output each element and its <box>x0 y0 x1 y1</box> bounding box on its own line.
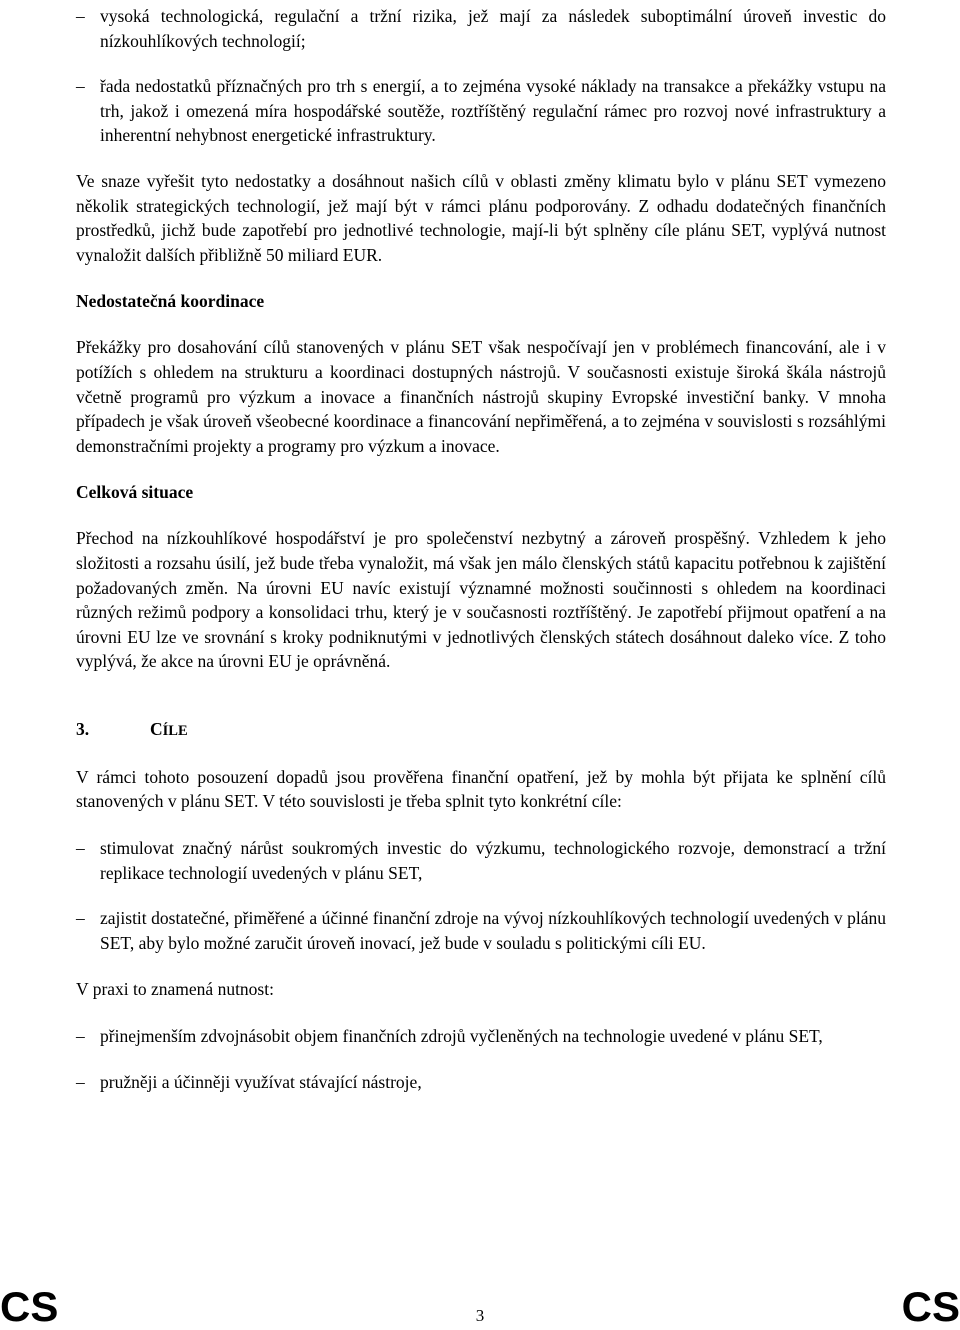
list-item-text: pružněji a účinněji využívat stávající nástroje, <box>100 1071 422 1092</box>
section-title-first: C <box>150 718 163 739</box>
paragraph-koordinace: Překážky pro dosahování cílů stanovených v plánu SET však nespočívají jen v problémech financování, ale i v potížích s ohledem na strukturu a koordinaci dostupných nástrojů. V současnosti existuje široká škála nástrojů včetně programů pro výzkum a inovace a finančních nástrojů skupiny Evropské investiční banky. V mnoha případech je však úroveň všeobecné koordinace a financování nepřiměřená, a to zejména v souvislosti s rozsáhlými demonstračními projekty a programy pro výzkum a inovace. <box>76 337 886 456</box>
section-title-rest: ÍLE <box>162 722 188 739</box>
list-item-text: přinejmenším zdvojnásobit objem finančních zdrojů vyčleněných na technologie uvedené v plánu SET, <box>100 1026 823 1047</box>
list-item <box>76 836 886 885</box>
dash-bullet: – <box>76 908 85 929</box>
list-item <box>76 906 886 955</box>
paragraph-cile-intro: V rámci tohoto posouzení dopadů jsou prověřena finanční opatření, jež by mohla být přijata ke splnění cílů stanovených v plánu SET. V této souvislosti je třeba splnit tyto konkrétní cíle: <box>76 766 886 812</box>
language-code-right: CS <box>901 1283 960 1330</box>
paragraph-celkova-situace: Přechod na nízkouhlíkové hospodářství je pro společenství nezbytný a zároveň prospěšný. Vzhledem k jeho složitosti a rozsahu úsilí, jež bude třeba vynaložit, má však jen málo členských států kapacitu potřebnou k zajištění požadovaných změn. Na úrovni EU navíc existují významné možnosti součinnosti s ohledem na koordinaci různých režimů podpory a konsolidaci trhu, který je v současnosti roztříštěný. Je zapotřebí přijmout opatření a na úrovni EU lze ve srovnání s kroky podniknutými v jednotlivých členských státech dosáhnout daleko více. Z toho vyplývá, že akce na úrovni EU je oprávněná. <box>76 528 886 672</box>
list-item <box>76 1070 886 1095</box>
heading-celkova-situace: Celková situace <box>76 482 194 503</box>
language-code-left: CS <box>0 1283 59 1330</box>
section-heading-cile <box>76 717 886 743</box>
dash-bullet: – <box>76 76 85 97</box>
page-footer <box>0 1284 960 1330</box>
dash-bullet: – <box>76 6 85 26</box>
section-number: 3. <box>76 718 90 739</box>
list-item <box>76 4 886 53</box>
list-item-text: vysoká technologická, regulační a tržní rizika, jež mají za následek suboptimální úroveň investic do nízkouhlíkových technologií; <box>100 6 886 51</box>
dash-bullet: – <box>76 1071 85 1092</box>
document-page <box>76 4 886 1094</box>
list-item-text: zajistit dostatečné, přiměřené a účinné finanční zdroje na vývoj nízkouhlíkových technologií uvedených v plánu SET, aby bylo možné zaručit úroveň inovací, jež bude v souladu s politickými cíli EU. <box>100 908 886 953</box>
list-item <box>76 74 886 148</box>
paragraph-set-technologies: Ve snaze vyřešit tyto nedostatky a dosáhnout našich cílů v oblasti změny klimatu bylo v plánu SET vymezeno několik strategických technologií, jež mají být v rámci plánu podporovány. Z odhadu dodatečných finančních prostředků, jichž bude zapotřebí pro jednotlivé technologie, mají-li být splněny cíle plánu SET, vyplývá nutnost vynaložit dalších přibližně 50 miliard EUR. <box>76 170 886 265</box>
list-item-text: stimulovat značný nárůst soukromých investic do výzkumu, technologického rozvoje, demonstrací a tržní replikace technologií uvedených v plánu SET, <box>100 838 886 883</box>
dash-bullet: – <box>76 1026 85 1047</box>
list-item <box>76 1024 886 1049</box>
list-item-text: řada nedostatků příznačných pro trh s energií, a to zejména vysoké náklady na transakce a překážky vstupu na trh, jakož i omezená míra hospodářské soutěže, roztříštěný regulační rámec pro rozvoj nové infrastruktury a inherentní nehybnost energetické infrastruktury. <box>100 76 886 146</box>
page-number: 3 <box>475 1306 485 1325</box>
heading-koordinace: Nedostatečná koordinace <box>76 291 265 312</box>
paragraph-v-praxi: V praxi to znamená nutnost: <box>76 979 274 1000</box>
dash-bullet: – <box>76 838 85 859</box>
